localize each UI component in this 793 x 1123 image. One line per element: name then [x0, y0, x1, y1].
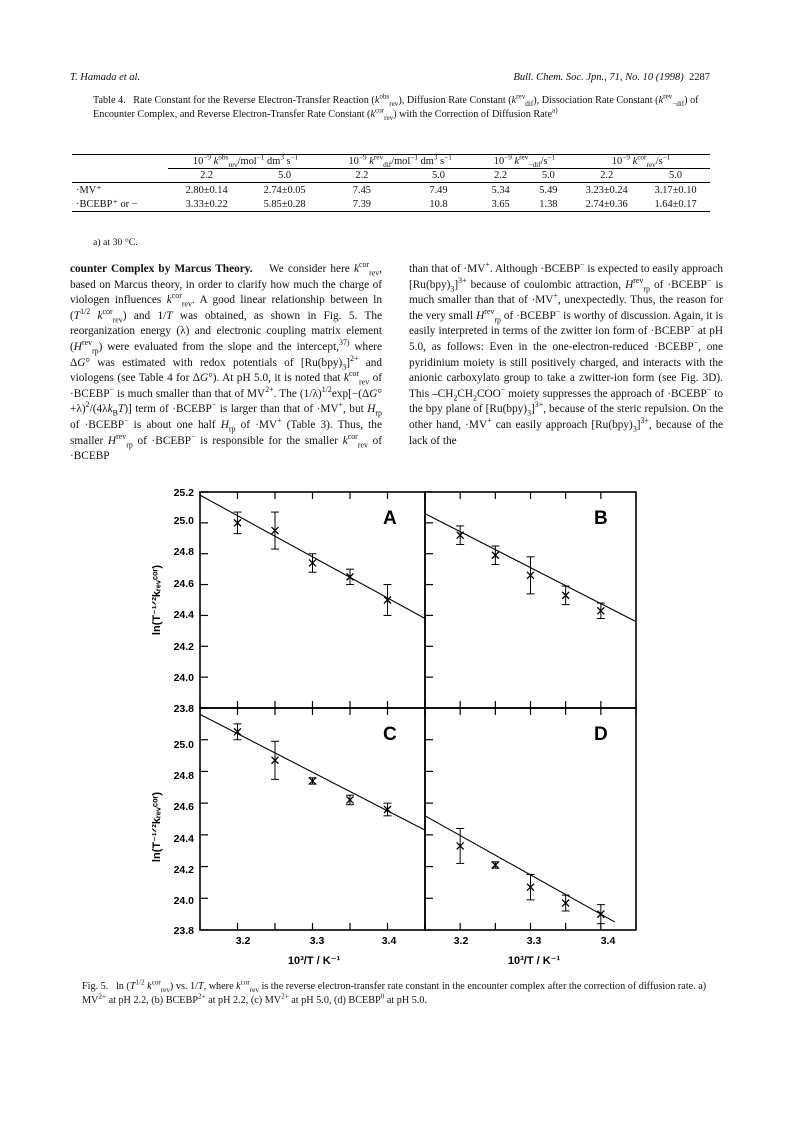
table-cell: 10.8	[429, 198, 448, 210]
y-tick-label: 25.2	[173, 487, 194, 499]
y-axis-label: ln(T⁻¹ᐟ²kᵣₑᵥᶜᵒʳ)	[151, 564, 163, 636]
x-tick-label: 3.3	[309, 935, 325, 947]
table-row	[72, 197, 710, 212]
ph-header: 2.2	[600, 170, 614, 181]
table-row	[72, 183, 710, 198]
panel-label-A: A	[383, 508, 397, 529]
y-tick-label: 24.8	[173, 770, 194, 782]
table-cell: 5.85±0.28	[263, 198, 306, 210]
y-tick-label: 24.4	[173, 833, 194, 845]
y-tick-label: 23.8	[173, 703, 194, 715]
col-group-kmdif: $10^{-9}$ $k^{rev}_{-dif}/s^{-1}$	[477, 155, 573, 169]
y-tick-label: 24.4	[173, 609, 194, 621]
table-cell: 2.74±0.05	[263, 184, 306, 196]
x-axis-label: 10³/T / K⁻¹	[507, 955, 561, 967]
table-cell: 1.38	[539, 198, 558, 210]
table-cell: 3.17±0.10	[654, 184, 697, 196]
ph-header: 5.0	[541, 170, 555, 181]
panel-label-B: B	[594, 508, 608, 529]
table-cell: 3.33±0.22	[185, 198, 228, 210]
x-axis-label: 10³/T / K⁻¹	[287, 955, 341, 967]
y-tick-label: 24.2	[173, 864, 194, 876]
y-tick-label: 25.0	[173, 515, 194, 527]
table-corner	[72, 155, 168, 169]
table-cell: 5.49	[539, 184, 558, 196]
section-heading: counter Complex by Marcus Theory.	[70, 263, 253, 275]
table-cell: 5.34	[491, 184, 510, 196]
ph-header: 2.2	[200, 170, 214, 181]
table-cell: 1.64±0.17	[654, 198, 697, 210]
x-tick-label: 3.2	[453, 935, 469, 947]
y-tick-label: 24.6	[173, 578, 194, 590]
rate-constant-table	[72, 154, 710, 212]
ph-header: 5.0	[278, 170, 292, 181]
col-group-kdif: $10^{-9}$ $k^{rev}_{dif}/mol^{-1}$ $dm^3$ $s^{-1}$	[324, 155, 477, 169]
table-footnote: a) at 30 °C.	[93, 237, 138, 248]
journal-citation: Bull. Chem. Soc. Jpn., 71, No. 10 (1998)	[513, 72, 684, 83]
y-tick-label: 24.2	[173, 641, 194, 653]
running-header-journal	[513, 72, 710, 83]
y-tick-label: 25.0	[173, 739, 194, 751]
figure-5-plots	[140, 482, 640, 974]
body-column-right: than that of ·MV+. Although ·BCEBP− is expected to easily approach $[Ru(bpy)_3]^{3+}$ because of coulombic attraction, $H^{rev}_{rp}$ of ·BCEBP− is much smaller than that of ·MV+, unexpectedly. Thus, the reason for the very small $H^{rev}_{rp}$ of ·BCEBP− is worthy of discussion. Again, it is easily interpreted in terms of the zwitter ion form of ·BCEBP− at pH 5.0, as follows: Even in the one-electron-reduced ·BCEBP−, one pyridinium moiety is still positively charged, and interacts with the anionic carboxylato group to take a zwitter-ion form (see Fig. 3D). This $-CH_2CH_2COO^-$ moiety suppresses the approach of ·BCEBP− to the bpy plane of $[Ru(bpy)_3]^{3+}$, because of the steric repulsion. On the other hand, ·MV+ can easily approach $[Ru(bpy)_3]^{3+}$, because of the lack of the	[409, 260, 724, 447]
table-cell: 7.39	[352, 198, 371, 210]
table-cell: 7.49	[429, 184, 448, 196]
row-label: ·BCEBP⁺ or −	[76, 199, 138, 210]
y-tick-label: 24.6	[173, 801, 194, 813]
ph-header: 5.0	[431, 170, 445, 181]
y-tick-label: 23.8	[173, 925, 194, 937]
y-tick-label: 24.0	[173, 672, 194, 684]
y-tick-label: 24.0	[173, 895, 194, 907]
ph-header: 5.0	[669, 170, 683, 181]
table-corner-2	[72, 169, 168, 183]
table-cell: 3.65	[491, 198, 510, 210]
row-label: ·MV⁺	[76, 185, 102, 196]
x-tick-label: 3.2	[235, 935, 251, 947]
page-number: 2287	[689, 72, 710, 83]
table-caption: Table 4. Rate Constant for the Reverse Electron-Transfer Reaction $(k^{obs}_{rev})$, Diffusion Rate Constant $(k^{rev}_{dif})$, Dissociation Rate Constant $(k^{rev}_{-dif})$ of Encounter Complex, and Reverse Electron-Transfer Rate Constant $(k^{cor}_{rev})$ with the Correction of Diffusion Rate$^{a)}$	[93, 92, 699, 123]
panel-label-D: D	[594, 724, 608, 745]
col-group-kcor: $10^{-9}$ $k^{cor}_{rev}/s^{-1}$	[572, 155, 710, 169]
table-cell: 2.80±0.14	[185, 184, 228, 196]
table-cell: 7.45	[352, 184, 371, 196]
y-tick-label: 24.8	[173, 546, 194, 558]
x-tick-label: 3.3	[526, 935, 542, 947]
panel-label-C: C	[383, 724, 397, 745]
fit-line-D	[425, 816, 615, 922]
ph-header: 2.2	[494, 170, 508, 181]
table-cell: 3.23±0.24	[585, 184, 628, 196]
body-column-left: counter Complex by Marcus Theory. We consider here $k^{cor}_{rev}$, based on Marcus theory, in order to clarify how much the charge of viologen influences $k^{cor}_{rev}$. A good linear relationship between $\ln (T^{1/2}$ $k^{cor}_{rev}$) and 1/T was obtained, as shown in Fig. 5. The reorganization energy (λ) and electronic coupling matrix element $(H^{rev}_{rp})$ were evaluated from the slope and the intercept,$^{37)}$ where ΔG° was estimated with redox potentials of $[Ru(bpy)_3]^{2+}$ and viologens (see Table 4 for ΔG°). At pH 5.0, it is noted that $k^{cor}_{rev}$ of ·BCEBP− is much smaller than that of $MV^{2+}$. The $(1/\lambda)^{1/2}\exp[-(\Delta G^\circ+\lambda)^2/(4\lambda k_BT)]$ term of ·BCEBP− is larger than that of ·MV+, but $H_{rp}$ of ·BCEBP− is about one half $H_{rp}$ of ·MV+ (Table 3). Thus, the smaller $H^{rev}_{rp}$ of ·BCEBP− is responsible for the smaller $k^{cor}_{rev}$ of ·BCEBP	[70, 260, 383, 463]
figure-caption: Fig. 5. $\ln (T^{1/2}$ $k^{cor}_{rev}$) vs. 1/T, where $k^{cor}_{rev}$ is the reverse electron-transfer rate constant in the encounter complex after the correction of diffusion rate. a) $MV^{2+}$ at pH 2.2, (b) $BCEBP^{2+}$ at pH 2.2, (c) $MV^{2+}$ at pH 5.0, (d) BCEBP$^0$ at pH 5.0.	[82, 978, 707, 1006]
table-cell: 2.74±0.36	[585, 198, 628, 210]
x-tick-label: 3.4	[381, 935, 397, 947]
running-header-authors: T. Hamada et al.	[70, 72, 141, 83]
ph-header: 2.2	[355, 170, 369, 181]
col-group-kobs: $10^{-9}$ $k^{obs}_{rev}/mol^{-1}$ $dm^3$ $s^{-1}$	[168, 155, 324, 169]
y-axis-label: ln(T⁻¹ᐟ²kᵣₑᵥᶜᵒʳ)	[151, 791, 163, 863]
x-tick-label: 3.4	[600, 935, 616, 947]
